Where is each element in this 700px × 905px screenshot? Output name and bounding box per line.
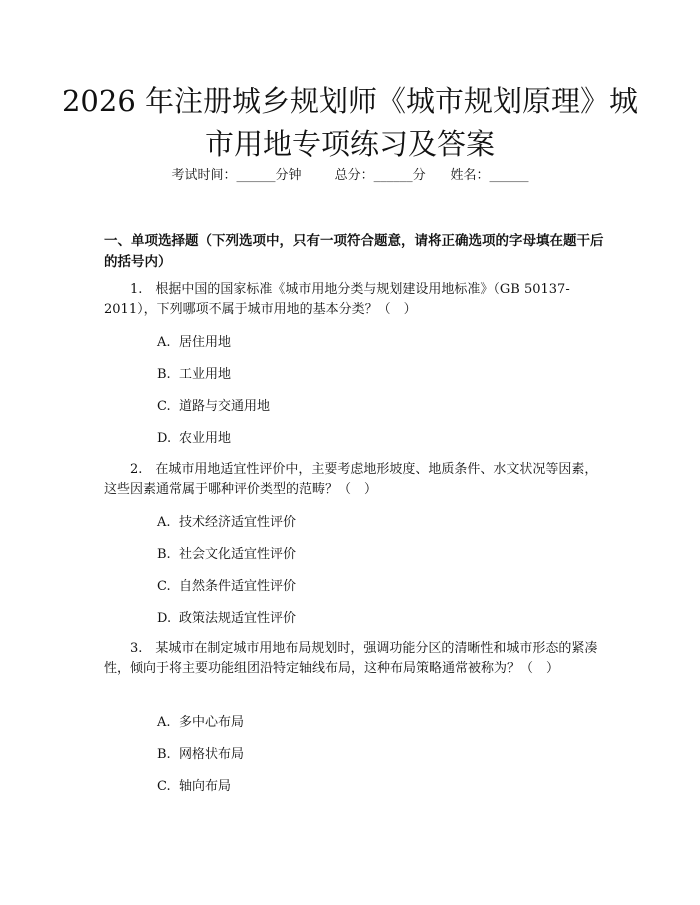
score-label: 总分： [334, 168, 374, 183]
question-stem: 3. 某城市在制定城市用地布局规划时，强调功能分区的清晰性和城市形态的紧凑性，倾向于将主要功能组团沿特定轴线布局，这种布局策略通常被称为？（ ） [104, 641, 598, 676]
question-stem: 2. 在城市用地适宜性评价中，主要考虑地形坡度、地质条件、水文状况等因素，这些因素通常属于哪种评价类型的范畴？（ ） [104, 462, 598, 497]
option-letter: B. [157, 367, 171, 382]
option-text: 政策法规适宜性评价 [179, 611, 297, 626]
title-line-2: 市用地专项练习及答案 [204, 127, 495, 161]
time-blank: ______ [236, 168, 276, 183]
option-letter: C. [157, 579, 171, 594]
section-heading: 一、单项选择题（下列选项中，只有一项符合题意，请将正确选项的字母填在题干后的括号内） [104, 233, 604, 270]
option-text: 多中心布局 [179, 715, 245, 730]
option-letter: A. [157, 335, 171, 350]
question-option [157, 397, 270, 417]
option-text: 自然条件适宜性评价 [179, 579, 297, 594]
option-text: 网格状布局 [179, 747, 245, 762]
option-letter: C. [157, 399, 171, 414]
question-option [157, 609, 296, 629]
name-label: 姓名： [450, 168, 490, 183]
question-option [157, 577, 296, 597]
question-option [157, 745, 244, 765]
option-text: 轴向布局 [179, 779, 232, 794]
option-letter: B. [157, 547, 171, 562]
question-stem: 1. 根据中国的国家标准《城市用地分类与规划建设用地标准》（GB 50137-2011），下列哪项不属于城市用地的基本分类？（ ） [104, 282, 570, 317]
option-letter: A. [157, 715, 171, 730]
option-text: 道路与交通用地 [179, 399, 271, 414]
option-letter: A. [157, 515, 171, 530]
name-blank: ______ [489, 168, 529, 183]
question-option [157, 429, 231, 449]
question-option [157, 713, 244, 733]
option-letter: B. [157, 747, 171, 762]
option-letter: D. [157, 431, 172, 446]
score-unit: 分 [412, 168, 426, 183]
option-text: 社会文化适宜性评价 [179, 547, 297, 562]
time-unit: 分钟 [275, 168, 302, 183]
exam-info-line [0, 166, 700, 186]
score-blank: ______ [373, 168, 413, 183]
title-line-1: 2026 年注册城乡规划师《城市规划原理》城 [61, 84, 639, 118]
option-letter: D. [157, 611, 172, 626]
question-option [157, 333, 231, 353]
question-option [157, 365, 231, 385]
option-text: 居住用地 [179, 335, 232, 350]
option-text: 工业用地 [179, 367, 232, 382]
question-option [157, 777, 231, 797]
option-text: 技术经济适宜性评价 [179, 515, 297, 530]
question-option [157, 545, 296, 565]
question-option [157, 513, 296, 533]
option-text: 农业用地 [179, 431, 232, 446]
document-title [60, 80, 640, 166]
option-letter: C. [157, 779, 171, 794]
time-label: 考试时间： [171, 168, 237, 183]
